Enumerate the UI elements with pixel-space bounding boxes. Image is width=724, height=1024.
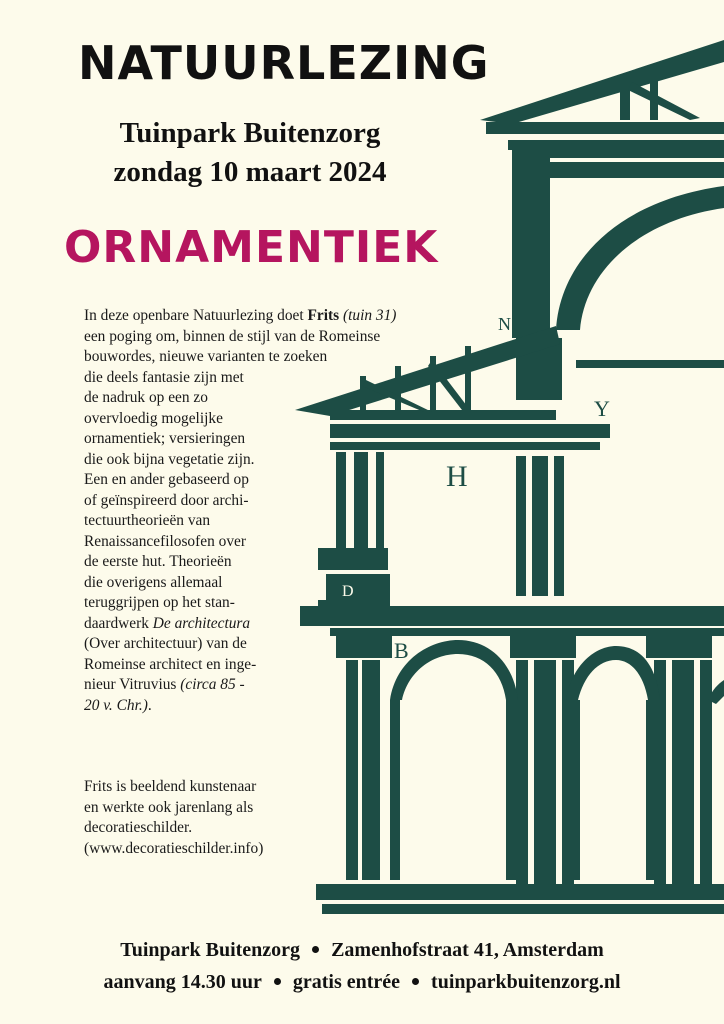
bio-website: (www.decoratieschilder.info) (84, 839, 264, 857)
illustration-letter-n: N (498, 314, 511, 334)
topic-heading: ORNAMENTIEK (64, 222, 439, 273)
illustration-letter-b: B (394, 638, 409, 663)
bullet-dot (412, 978, 419, 985)
illustration-letter-d: D (342, 583, 354, 600)
book-title: De architectura (152, 614, 251, 632)
bullet-dot (312, 946, 319, 953)
intro-paragraph: In deze openbare Natuurlezing doet Frits (tuin 31) een poging om, binnen de stijl van de Romeinse bouwordes, nieuwe varianten te zoeken die deels fantasie zijn met de nadruk op een zo overvloedig mogelijke ornamentiek; versieringen die ook bijna vegetatie zijn. Een en ander gebaseerd op of geïnspireerd door archi- tectuurtheorieën van Renaissancefilosofen over de eerste hut. Theorieën die overigens allemaal teruggrijpen op het stan- daardwerk De architectura (Over architectuur) van de Romeinse architect en inge- nieur Vitruvius (circa 85 - 20 v. Chr.). (84, 307, 397, 714)
footer-line-2 (0, 971, 724, 994)
illustration-letter-h: H (446, 460, 468, 493)
page-title: NATUURLEZING (78, 36, 490, 90)
footer-time: aanvang 14.30 uur (103, 971, 262, 993)
footer-price: gratis entrée (292, 971, 401, 993)
footer-address: Zamenhofstraat 41, Amsterdam (331, 939, 604, 961)
footer-website: tuinparkbuitenzorg.nl (431, 971, 621, 993)
footer-line-1 (0, 939, 724, 962)
bullet-dot (274, 978, 281, 985)
date-heading: zondag 10 maart 2024 (113, 156, 387, 188)
illustration-letter-y: Y (594, 396, 610, 421)
speaker-name: Frits (307, 307, 340, 324)
bio-paragraph: Frits is beeldend kunstenaar en werkte ook jarenlang als decoratieschilder. (www.decoratieschilder.info) (84, 777, 263, 859)
footer-venue: Tuinpark Buitenzorg (120, 939, 301, 961)
venue-heading: Tuinpark Buitenzorg (119, 117, 381, 149)
